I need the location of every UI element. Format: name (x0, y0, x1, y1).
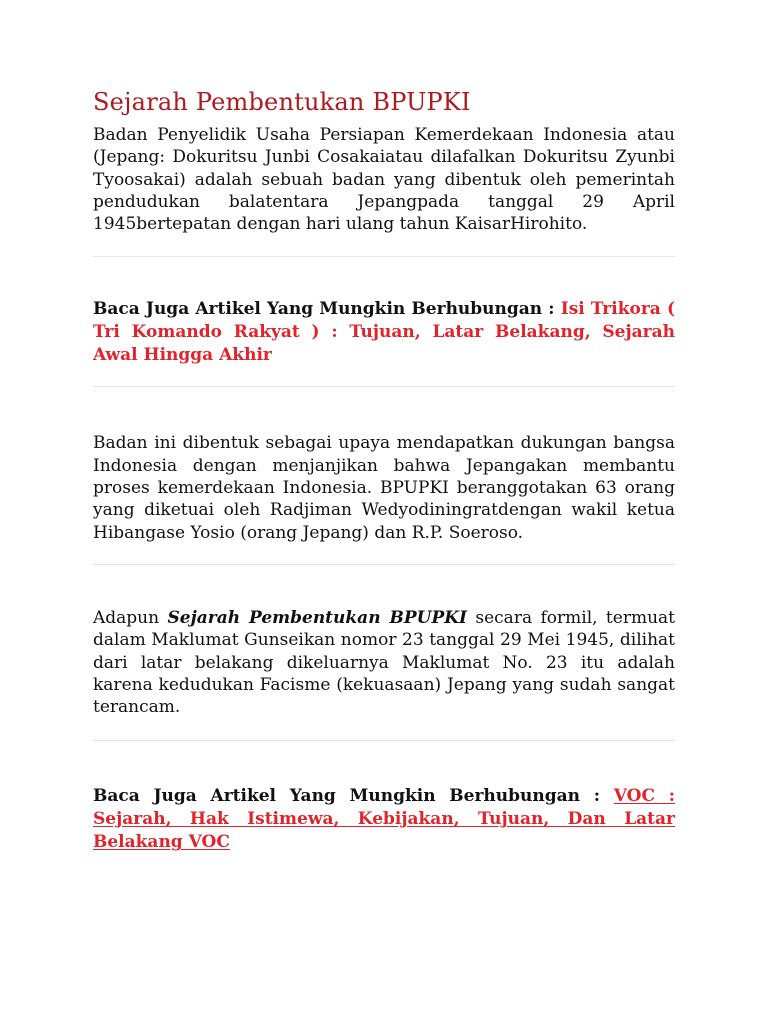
emphasized-title: Sejarah Pembentukan BPUPKI (167, 607, 467, 628)
read-also-label: Baca Juga Artikel Yang Mungkin Berhubungan : (93, 786, 614, 807)
paragraph-history-body: secara formil, termuat dalam Maklumat Gunseikan nomor 23 tanggal 29 Mei 1945, dilihat dari latar belakang dikeluarnya Maklumat No. 23 itu adalah karena kedudukan Facisme (kekuasaan) Jepang yang sudah sangat terancam. (93, 607, 675, 718)
paragraph-history-lead: Adapun (93, 607, 168, 628)
related-article-link-trikora[interactable]: Isi Trikora ( Tri Komando Rakyat ) : Tujuan, Latar Belakang, Sejarah Awal Hingga Akhir (93, 299, 675, 366)
read-also-box-2 (93, 785, 675, 854)
article (93, 84, 675, 854)
page-title: Sejarah Pembentukan BPUPKI (93, 88, 471, 116)
divider (93, 386, 675, 387)
read-also-label: Baca Juga Artikel Yang Mungkin Berhubungan : (93, 299, 561, 320)
divider (93, 740, 675, 741)
divider (93, 564, 675, 565)
paragraph-history (93, 607, 675, 718)
divider (93, 256, 675, 257)
paragraph-formation: Badan ini dibentuk sebagai upaya mendapatkan dukungan bangsa Indonesia dengan menjanjikan bahwa Jepangakan membantu proses kemerdekaan Indonesia. BPUPKI beranggotakan 63 orang yang diketuai oleh Radjiman Wedyodiningratdengan wakil ketua Hibangase Yosio (orang Jepang) dan R.P. Soeroso. (93, 433, 675, 543)
read-also-box-1 (93, 298, 675, 367)
related-article-link-voc[interactable]: VOC : Sejarah, Hak Istimewa, Kebijakan, Tujuan, Dan Latar Belakang VOC (93, 786, 675, 853)
paragraph-intro: Badan Penyelidik Usaha Persiapan Kemerdekaan Indonesia atau (Jepang: Dokuritsu Junbi Cosakaiatau dilafalkan Dokuritsu Zyunbi Tyoosakai) adalah sebuah badan yang dibentuk oleh pemerintah pendudukan balatentara Jepangpada tanggal 29 April 1945bertepatan dengan hari ulang tahun KaisarHirohito. (93, 125, 675, 235)
